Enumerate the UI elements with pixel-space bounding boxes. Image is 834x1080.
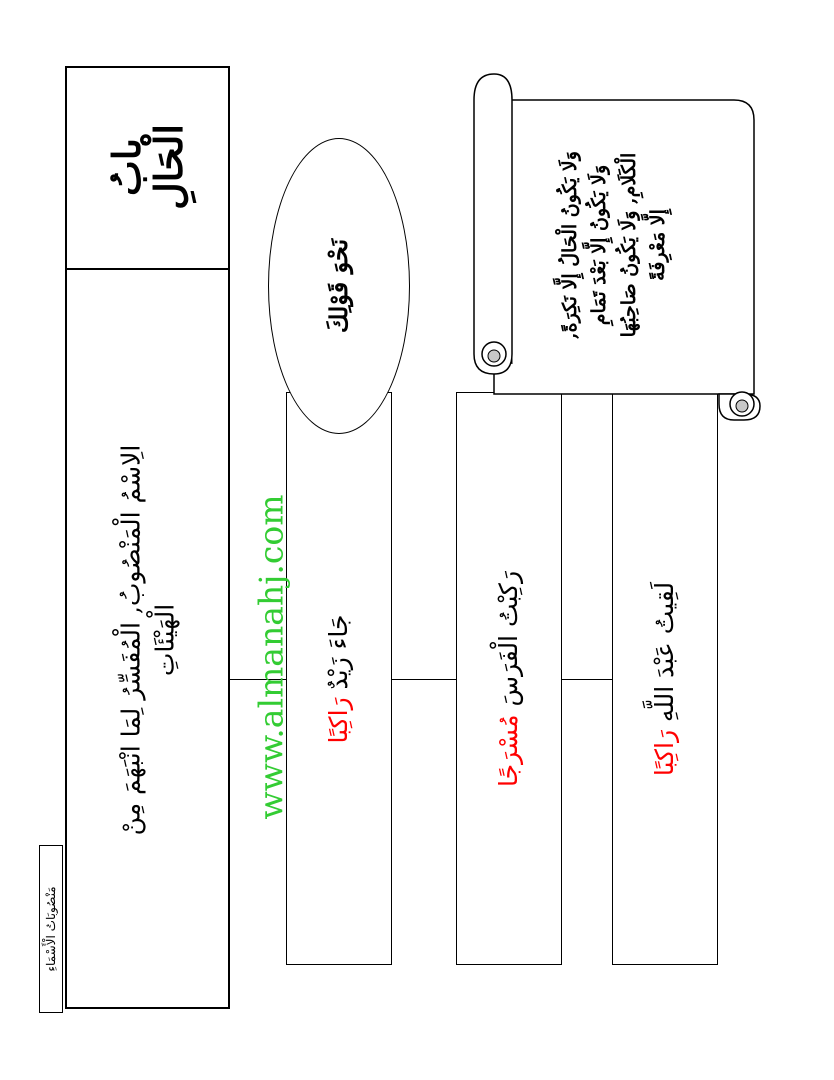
side-label: مَنْصُوبَاتُ الْأَسْمَاءِ [43, 886, 58, 972]
example-3-text [648, 581, 682, 775]
watermark-text: www.almanahj.com [251, 494, 291, 820]
rule-line4: إِلَّا مَعْرِفَةً [647, 209, 670, 281]
example-2-text [492, 570, 526, 786]
example-3-highlight: رَاكِبًا [650, 729, 680, 776]
rule-text-area [515, 110, 715, 380]
bab-title-line1: بابُ [103, 138, 149, 196]
example-box-3 [612, 392, 718, 965]
bab-title-cell [65, 66, 230, 268]
example-1-plain: جَاءَ زَيْدٌ [324, 614, 354, 689]
intro-text: نَحْوَ قَوْلِكَ [323, 238, 353, 334]
rule-line2: وَلَا يَكُونُ إِلَّا بَعْدَ تَمَامِ [588, 164, 611, 326]
example-2-highlight: مُسْرَجًا [494, 713, 524, 787]
side-label-box [39, 845, 63, 1013]
definition-line2: الْهَيْئَاتِ [149, 603, 179, 676]
bab-title [103, 124, 191, 210]
definition-text [114, 444, 182, 835]
example-box-1 [286, 392, 392, 965]
example-1-highlight: رَاكِبًا [324, 696, 354, 743]
watermark [250, 457, 294, 857]
bab-title-line2: الْحَالِ [145, 124, 191, 210]
example-box-2 [456, 392, 562, 965]
example-2-plain: رَكِبْتُ الْفَرَسَ [494, 570, 524, 707]
rule-text [556, 151, 674, 339]
example-1-text [322, 614, 356, 743]
example-3-plain: لَقِيتُ عَبْدَ اللَّهِ [650, 581, 680, 722]
rule-line3: الْكَلَامِ, وَلَا يَكُونُ صَاحِبُهَا [618, 152, 640, 338]
rule-line1: وَلَا يَكُونُ الْحَالُ إِلَّا نَكِرَةً, [559, 151, 582, 339]
definition-line1: الِاسْمُ الْمَنْصُوبُ, الْمُفَسِّرُ لِمَا انْبَهَمَ مِنْ [115, 444, 145, 835]
definition-cell [65, 270, 230, 1009]
intro-ellipse [268, 138, 410, 434]
